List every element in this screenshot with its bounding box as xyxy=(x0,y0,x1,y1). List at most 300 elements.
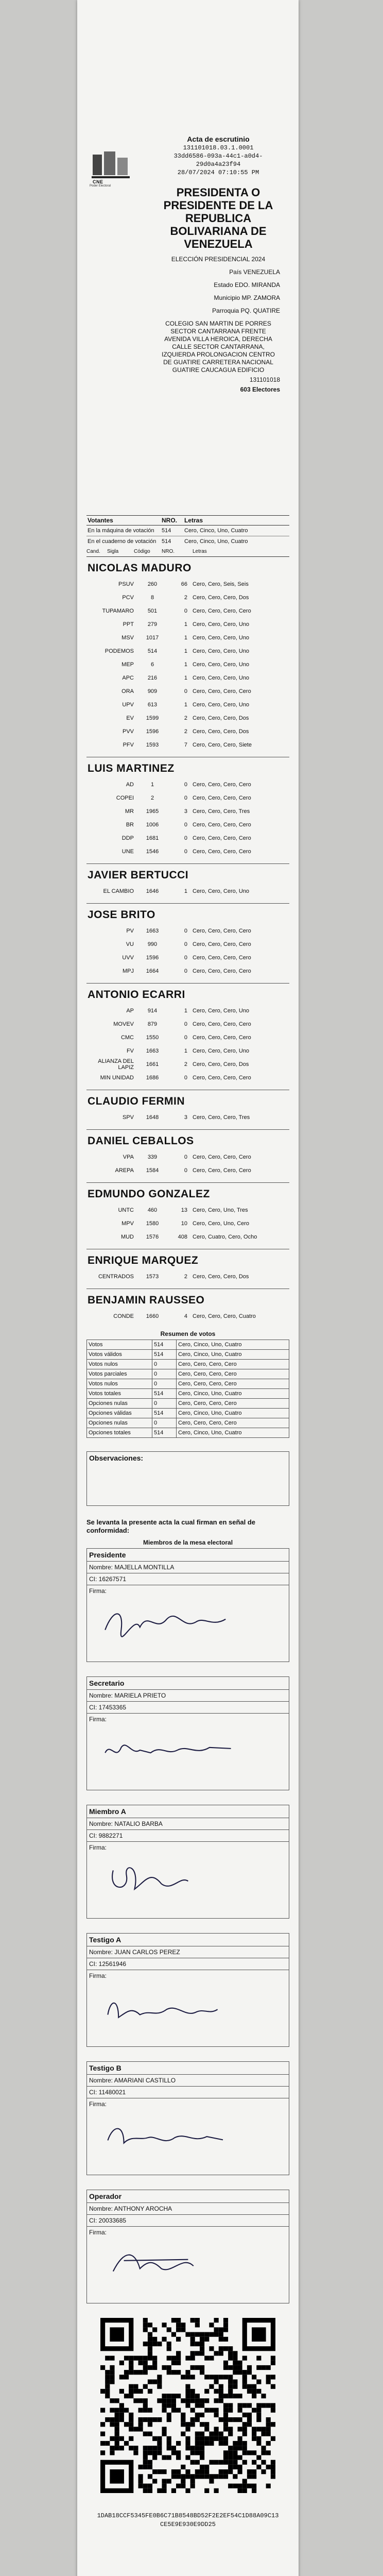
party-votes-letters: Cero, Cuatro, Cero, Ocho xyxy=(193,1234,257,1240)
party-codigo: 2 xyxy=(150,795,154,801)
table-row xyxy=(87,1418,289,1428)
party-votes-letters: Cero, Cero, Uno, Cero xyxy=(193,1221,250,1227)
party-votes: 10 xyxy=(181,1221,187,1227)
table-row xyxy=(86,658,289,671)
party-votes-letters: Cero, Cero, Cero, Tres xyxy=(193,808,250,815)
party-votes-letters: Cero, Cero, Cero, Cero xyxy=(193,835,251,841)
resumen-title: Resumen de votos xyxy=(160,1330,216,1337)
party-sigla: CENTRADOS xyxy=(98,1274,134,1280)
centro-code: 131101018 xyxy=(249,376,280,383)
table-row xyxy=(86,1230,289,1244)
cne-logo-icon xyxy=(92,150,130,179)
party-codigo: 914 xyxy=(147,1008,158,1014)
signature-icon xyxy=(102,2240,236,2286)
party-votes-letters: Cero, Cero, Cero, Siete xyxy=(193,742,252,748)
election-name: ELECCIÓN PRESIDENCIAL 2024 xyxy=(171,256,266,263)
table-row xyxy=(86,1164,289,1177)
resumen-letras: Cero, Cero, Cero, Cero xyxy=(177,1379,289,1389)
party-votes: 0 xyxy=(184,1154,187,1160)
table-row: En la máquina de votación 514 Cero, Cinco, Uno, Cuatro xyxy=(86,526,289,536)
nro-header: NRO. xyxy=(161,516,183,526)
party-codigo: 1550 xyxy=(146,1035,159,1041)
member-name xyxy=(87,1562,289,1573)
party-sigla: AREPA xyxy=(115,1167,134,1174)
resumen-nro: 514 xyxy=(152,1409,177,1418)
party-codigo: 339 xyxy=(147,1154,158,1160)
table-row xyxy=(86,1031,289,1044)
members-list xyxy=(86,1548,289,2303)
party-sigla: SPV xyxy=(122,1114,134,1121)
party-votes: 0 xyxy=(184,782,187,788)
electores-count: 603 Electores xyxy=(240,386,280,393)
parroquia: Parroquia PQ. QUATIRE xyxy=(212,307,280,314)
party-votes: 408 xyxy=(178,1234,187,1240)
party-sigla: PSUV xyxy=(118,581,134,587)
party-votes: 1 xyxy=(184,888,187,894)
table-row xyxy=(86,1071,289,1084)
party-sigla: PV xyxy=(126,928,134,934)
resumen-label: Votos válidos xyxy=(87,1350,152,1360)
party-codigo: 1546 xyxy=(146,849,159,855)
party-votes: 0 xyxy=(184,928,187,934)
observaciones-label: Observaciones: xyxy=(89,1454,144,1462)
party-sigla: BR xyxy=(126,822,134,828)
party-sigla: MOVEV xyxy=(113,1021,134,1027)
table-row xyxy=(86,698,289,711)
party-votes: 0 xyxy=(184,955,187,961)
party-votes: 0 xyxy=(184,1035,187,1041)
party-codigo: 216 xyxy=(147,675,158,681)
member-firma-text: Firma: xyxy=(89,2100,107,2108)
table-row xyxy=(86,951,289,964)
table-row xyxy=(87,1360,289,1369)
member-role xyxy=(87,2190,289,2203)
table-row xyxy=(86,1111,289,1124)
party-codigo: 1599 xyxy=(146,715,159,721)
letras-header: Letras xyxy=(183,516,289,526)
municipio: Municipio MP. ZAMORA xyxy=(214,294,280,301)
member-name-text: Nombre: ANTHONY AROCHA xyxy=(89,2205,172,2212)
resumen-nro: 0 xyxy=(152,1379,177,1389)
qr-code-icon xyxy=(100,2318,275,2493)
party-votes-letters: Cero, Cero, Cero, Cero xyxy=(193,1154,251,1160)
table-row xyxy=(86,1044,289,1058)
member-name xyxy=(87,1818,289,1830)
party-votes: 0 xyxy=(184,822,187,828)
member-role xyxy=(87,1549,289,1562)
resumen-letras: Cero, Cinco, Uno, Cuatro xyxy=(177,1428,289,1438)
party-votes: 3 xyxy=(184,808,187,815)
table-row xyxy=(86,711,289,725)
table-row xyxy=(87,1389,289,1399)
party-votes: 1 xyxy=(184,635,187,641)
party-votes: 0 xyxy=(184,941,187,947)
party-votes: 3 xyxy=(184,1114,187,1121)
member-name xyxy=(87,2203,289,2215)
party-votes: 0 xyxy=(184,1021,187,1027)
party-codigo: 1006 xyxy=(146,822,159,828)
party-votes-letters: Cero, Cero, Cero, Cero xyxy=(193,849,251,855)
candidate-name: BENJAMIN RAUSSEO xyxy=(88,1294,205,1306)
member-role-text: Secretario xyxy=(89,1679,125,1687)
member-ci-text: CI: 12561946 xyxy=(89,1960,127,1968)
table-row xyxy=(86,645,289,658)
signature-icon xyxy=(102,1727,236,1773)
votantes-table xyxy=(86,516,289,547)
party-sigla: ALIANZA DEL LAPIZ xyxy=(98,1058,134,1071)
party-codigo: 1660 xyxy=(146,1313,159,1319)
table-row xyxy=(86,938,289,951)
party-votes-letters: Cero, Cero, Cero, Uno xyxy=(193,1048,250,1054)
resumen-nro: 514 xyxy=(152,1340,177,1350)
candidate-name: ANTONIO ECARRI xyxy=(88,989,185,1001)
party-votes-letters: Cero, Cero, Cero, Uno xyxy=(193,635,250,641)
party-codigo: 1663 xyxy=(146,1048,159,1054)
table-row xyxy=(87,1399,289,1409)
party-votes-letters: Cero, Cero, Cero, Uno xyxy=(193,702,250,708)
party-sigla: MIN UNIDAD xyxy=(100,1075,134,1081)
member-role-text: Testigo B xyxy=(89,2064,121,2072)
table-row xyxy=(87,1409,289,1418)
party-votes-letters: Cero, Cero, Cero, Uno xyxy=(193,1008,250,1014)
member-block xyxy=(86,1676,289,1790)
party-sigla: MEP xyxy=(121,662,134,668)
party-sigla: PFV xyxy=(123,742,134,748)
table-row xyxy=(86,845,289,858)
member-role-text: Miembro A xyxy=(89,1807,126,1816)
party-votes: 0 xyxy=(184,795,187,801)
signature-icon xyxy=(102,1599,236,1645)
party-codigo: 1573 xyxy=(146,1274,159,1280)
party-votes-letters: Cero, Cero, Cero, Tres xyxy=(193,1114,250,1121)
candidate-name: JOSE BRITO xyxy=(88,909,155,921)
resumen-letras: Cero, Cero, Cero, Cero xyxy=(177,1369,289,1379)
member-name-text: Nombre: JUAN CARLOS PEREZ xyxy=(89,1948,180,1956)
member-firma-text: Firma: xyxy=(89,1972,107,1979)
party-votes: 0 xyxy=(184,835,187,841)
table-row xyxy=(87,1428,289,1438)
table-row xyxy=(86,964,289,978)
party-votes-letters: Cero, Cero, Cero, Cero xyxy=(193,928,251,934)
table-row xyxy=(86,631,289,645)
party-sigla: EL CAMBIO xyxy=(103,888,134,894)
table-row xyxy=(86,1058,289,1071)
resumen-label: Votos totales xyxy=(87,1389,152,1399)
party-codigo: 990 xyxy=(147,941,158,947)
party-codigo: 501 xyxy=(147,608,158,614)
member-role xyxy=(87,1805,289,1818)
resumen-letras: Cero, Cinco, Uno, Cuatro xyxy=(177,1340,289,1350)
party-votes: 1 xyxy=(184,1008,187,1014)
party-votes: 0 xyxy=(184,968,187,974)
resumen-nro: 0 xyxy=(152,1418,177,1428)
party-votes-letters: Cero, Cero, Cero, Cero xyxy=(193,1035,251,1041)
party-votes-letters: Cero, Cero, Cero, Dos xyxy=(193,728,249,735)
party-codigo: 1593 xyxy=(146,742,159,748)
party-votes: 2 xyxy=(184,728,187,735)
party-codigo: 1681 xyxy=(146,835,159,841)
party-votes-letters: Cero, Cero, Cero, Dos xyxy=(193,1274,249,1280)
resumen-nro: 514 xyxy=(152,1428,177,1438)
member-firma xyxy=(87,1585,289,1662)
centro-votacion: COLEGIO SAN MARTIN DE PORRES SECTOR CANTARRANA FRENTE AVENIDA VILLA HEROICA, DERECHA CALLE SECTOR CANTARRANA, IZQUIERDA PROLONGACION CENTRO DE GUATIRE CARRETERA NACIONAL GUATIRE CAUCAGUA EDIFICIO xyxy=(161,320,275,374)
party-table-header: Cand. Sigla Código NRO. Letras xyxy=(86,547,289,557)
resumen-nro: 0 xyxy=(152,1399,177,1409)
party-codigo: 613 xyxy=(147,702,158,708)
party-votes: 0 xyxy=(184,608,187,614)
party-sigla: UNTC xyxy=(118,1207,134,1213)
party-votes: 1 xyxy=(184,1048,187,1054)
resumen-letras: Cero, Cero, Cero, Cero xyxy=(177,1360,289,1369)
party-votes: 7 xyxy=(184,742,187,748)
party-votes-letters: Cero, Cero, Cero, Uno xyxy=(193,621,250,628)
logo-subtitle: Poder Electoral xyxy=(90,184,111,188)
candidate-name: DANIEL CEBALLOS xyxy=(88,1135,194,1147)
table-row xyxy=(86,1018,289,1031)
party-codigo: 1580 xyxy=(146,1221,159,1227)
party-sigla: AD xyxy=(126,782,134,788)
party-votes-letters: Cero, Cero, Cero, Uno xyxy=(193,675,250,681)
party-votes-letters: Cero, Cero, Cero, Cuatro xyxy=(193,1313,256,1319)
party-votes: 2 xyxy=(184,595,187,601)
signature-icon xyxy=(102,1984,236,2030)
party-votes-letters: Cero, Cero, Cero, Cero xyxy=(193,782,251,788)
party-votes: 0 xyxy=(184,688,187,694)
party-sigla: CMC xyxy=(120,1035,134,1041)
party-sigla: UNE xyxy=(121,849,134,855)
party-codigo: 909 xyxy=(147,688,158,694)
member-role-text: Operador xyxy=(89,2192,122,2200)
resumen-label: Votos nulos xyxy=(87,1379,152,1389)
table-row xyxy=(86,818,289,832)
party-codigo: 1661 xyxy=(146,1061,159,1067)
member-name-text: Nombre: AMARIANI CASTILLO xyxy=(89,2077,176,2084)
resumen-nro: 514 xyxy=(152,1389,177,1399)
party-codigo: 1965 xyxy=(146,808,159,815)
party-votes: 4 xyxy=(184,1313,187,1319)
member-role xyxy=(87,1934,289,1946)
table-row xyxy=(86,778,289,791)
party-votes-letters: Cero, Cero, Cero, Cero xyxy=(193,941,251,947)
party-codigo: 1648 xyxy=(146,1114,159,1121)
member-firma-text: Firma: xyxy=(89,1716,107,1723)
party-votes-letters: Cero, Cero, Cero, Dos xyxy=(193,715,249,721)
member-firma xyxy=(87,1714,289,1790)
logo-name: CNE xyxy=(93,179,103,184)
party-votes-letters: Cero, Cero, Cero, Cero xyxy=(193,955,251,961)
signature-icon xyxy=(102,1855,236,1902)
member-ci xyxy=(87,1958,289,1970)
table-row xyxy=(86,738,289,752)
member-role xyxy=(87,1677,289,1690)
party-sigla: EV xyxy=(126,715,134,721)
member-block xyxy=(86,1548,289,1662)
member-role-text: Presidente xyxy=(89,1551,126,1559)
member-block xyxy=(86,1805,289,1919)
resumen-label: Opciones válidas xyxy=(87,1409,152,1418)
candidate-name: LUIS MARTINEZ xyxy=(88,762,175,774)
resumen-nro: 0 xyxy=(152,1360,177,1369)
votantes-header: Votantes xyxy=(86,516,161,526)
acta-paper xyxy=(77,0,299,2576)
table-row xyxy=(87,1369,289,1379)
table-row xyxy=(86,578,289,591)
member-firma xyxy=(87,2227,289,2303)
party-votes-letters: Cero, Cero, Cero, Cero xyxy=(193,688,251,694)
party-votes: 2 xyxy=(184,715,187,721)
member-ci xyxy=(87,1830,289,1842)
member-firma xyxy=(87,2098,289,2175)
party-codigo: 879 xyxy=(147,1021,158,1027)
party-sigla: VU xyxy=(126,941,134,947)
party-sigla: CONDE xyxy=(113,1313,134,1319)
party-sigla: UVV xyxy=(122,955,134,961)
table-row xyxy=(86,1310,289,1323)
member-name xyxy=(87,1946,289,1958)
party-votes-letters: Cero, Cero, Cero, Cero xyxy=(193,1021,251,1027)
party-codigo: 1646 xyxy=(146,888,159,894)
acta-serial: 131101018.03.1.0001 xyxy=(183,144,254,151)
member-ci xyxy=(87,1702,289,1714)
party-votes-letters: Cero, Cero, Cero, Dos xyxy=(193,1061,249,1067)
acta-code: 33dd6586-093a-44c1-a0d4-29d0a4a23f94 xyxy=(173,152,263,168)
party-codigo: 1 xyxy=(150,782,154,788)
table-row xyxy=(86,924,289,938)
party-votes-letters: Cero, Cero, Cero, Cero xyxy=(193,968,251,974)
table-row xyxy=(86,1150,289,1164)
party-votes-letters: Cero, Cero, Cero, Uno xyxy=(193,888,250,894)
party-codigo: 1017 xyxy=(146,635,159,641)
resumen-letras: Cero, Cero, Cero, Cero xyxy=(177,1418,289,1428)
observaciones-box xyxy=(86,1451,289,1506)
party-votes: 1 xyxy=(184,621,187,628)
party-codigo: 1584 xyxy=(146,1167,159,1174)
party-sigla: AP xyxy=(126,1008,134,1014)
resumen-label: Votos parciales xyxy=(87,1369,152,1379)
member-ci-text: CI: 9882271 xyxy=(89,1832,123,1839)
resumen-label: Votos nulos xyxy=(87,1360,152,1369)
signature-icon xyxy=(102,2112,236,2158)
party-votes: 1 xyxy=(184,648,187,654)
table-row: En el cuaderno de votación 514 Cero, Cinco, Uno, Cuatro xyxy=(86,536,289,547)
member-ci-text: CI: 20033685 xyxy=(89,2217,127,2224)
party-sigla: PODEMOS xyxy=(105,648,134,654)
resumen-letras: Cero, Cero, Cero, Cero xyxy=(177,1399,289,1409)
table-row xyxy=(86,791,289,805)
member-name xyxy=(87,2075,289,2087)
member-firma-text: Firma: xyxy=(89,1844,107,1851)
party-votes-letters: Cero, Cero, Cero, Dos xyxy=(193,595,249,601)
member-firma xyxy=(87,1842,289,1918)
member-role-text: Testigo A xyxy=(89,1936,121,1944)
party-votes: 1 xyxy=(184,662,187,668)
acta-header xyxy=(86,0,289,515)
acta-heading: PRESIDENTA O PRESIDENTE DE LA REPUBLICA BOLIVARIANA DE VENEZUELA xyxy=(163,186,273,250)
party-sigla: MPJ xyxy=(123,968,134,974)
party-votes-letters: Cero, Cero, Cero, Uno xyxy=(193,662,250,668)
table-row xyxy=(86,725,289,738)
party-codigo: 1596 xyxy=(146,728,159,735)
resumen-label: Opciones nulas xyxy=(87,1418,152,1428)
party-sigla: MSV xyxy=(121,635,134,641)
party-codigo: 1686 xyxy=(146,1075,159,1081)
party-codigo: 514 xyxy=(147,648,158,654)
member-name xyxy=(87,1690,289,1702)
party-sigla: MR xyxy=(125,808,134,815)
party-sigla: TUPAMARO xyxy=(102,608,134,614)
party-votes: 2 xyxy=(184,1061,187,1067)
table-row xyxy=(86,1004,289,1018)
candidate-name: EDMUNDO GONZALEZ xyxy=(88,1188,210,1200)
estado: Estado EDO. MIRANDA xyxy=(214,281,280,289)
party-codigo: 260 xyxy=(147,581,158,587)
party-votes-letters: Cero, Cero, Cero, Cero xyxy=(193,1075,251,1081)
table-row xyxy=(86,1217,289,1230)
party-votes-letters: Cero, Cero, Cero, Cero xyxy=(193,822,251,828)
table-row xyxy=(87,1379,289,1389)
member-ci xyxy=(87,1573,289,1585)
resumen-letras: Cero, Cinco, Uno, Cuatro xyxy=(177,1350,289,1360)
party-sigla: ORA xyxy=(121,688,134,694)
party-sigla: VPA xyxy=(123,1154,134,1160)
party-sigla: APC xyxy=(122,675,134,681)
table-row xyxy=(86,1204,289,1217)
party-sigla: PPT xyxy=(123,621,134,628)
miembros-title: Miembros de la mesa electoral xyxy=(143,1539,233,1546)
party-codigo: 460 xyxy=(147,1207,158,1213)
candidates-list xyxy=(86,562,289,1323)
member-role xyxy=(87,2062,289,2075)
party-votes-letters: Cero, Cero, Cero, Cero xyxy=(193,1167,251,1174)
resumen-letras: Cero, Cinco, Uno, Cuatro xyxy=(177,1409,289,1418)
resumen-label: Opciones totales xyxy=(87,1428,152,1438)
table-row xyxy=(86,832,289,845)
resumen-label: Opciones nulas xyxy=(87,1399,152,1409)
resumen-label: Votos xyxy=(87,1340,152,1350)
party-sigla: COPEI xyxy=(116,795,134,801)
party-codigo: 1664 xyxy=(146,968,159,974)
party-votes-letters: Cero, Cero, Seis, Seis xyxy=(193,581,249,587)
party-sigla: FV xyxy=(126,1048,134,1054)
member-firma-text: Firma: xyxy=(89,2229,107,2236)
member-ci-text: CI: 17453365 xyxy=(89,1704,127,1711)
table-row xyxy=(86,604,289,618)
party-codigo: 1596 xyxy=(146,955,159,961)
party-codigo: 1576 xyxy=(146,1234,159,1240)
resumen-table xyxy=(86,1340,289,1438)
candidate-name: CLAUDIO FERMIN xyxy=(88,1095,185,1107)
table-row xyxy=(86,685,289,698)
pais: País VENEZUELA xyxy=(229,268,280,276)
party-sigla: UPV xyxy=(122,702,134,708)
party-sigla: MUD xyxy=(120,1234,134,1240)
resumen-nro: 0 xyxy=(152,1369,177,1379)
member-ci-text: CI: 16267571 xyxy=(89,1575,127,1583)
party-codigo: 279 xyxy=(147,621,158,628)
party-votes: 0 xyxy=(184,1075,187,1081)
candidate-name: ENRIQUE MARQUEZ xyxy=(88,1255,199,1266)
party-votes: 1 xyxy=(184,675,187,681)
party-votes: 2 xyxy=(184,1274,187,1280)
member-ci-text: CI: 11480021 xyxy=(89,2089,126,2096)
party-votes: 0 xyxy=(184,1167,187,1174)
table-row xyxy=(86,671,289,685)
member-firma xyxy=(87,1970,289,2046)
table-row xyxy=(86,805,289,818)
table-row xyxy=(87,1340,289,1350)
member-name-text: Nombre: MARIELA PRIETO xyxy=(89,1692,166,1699)
party-votes-letters: Cero, Cero, Cero, Cero xyxy=(193,608,251,614)
